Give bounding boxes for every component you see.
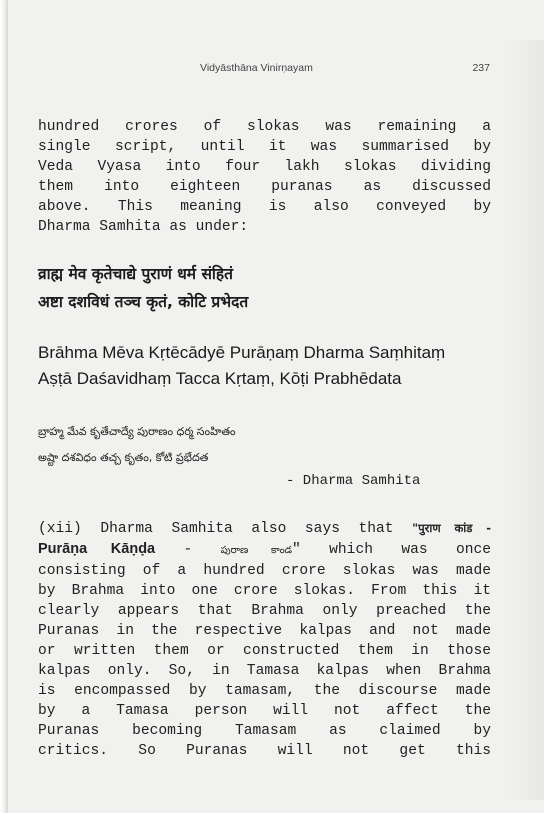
paragraph-line: them into eighteen puranas as discussed xyxy=(38,179,491,195)
paragraph-2 xyxy=(38,518,491,761)
line-text: " which was once xyxy=(292,542,491,558)
paragraph-line: Puranas in the respective kalpas and not made xyxy=(38,623,491,639)
bold-term: Purāṇa Kāṇḍa xyxy=(38,541,156,557)
telugu-verse-line-1: బ్రాహ్మ మేవ కృతేచాద్యే పురాణం ధర్మ సంహితం xyxy=(38,425,236,438)
transliteration-line-1: Brāhma Mēva Kṛtēcādyē Purāṇaṃ Dharma Saṃhitaṃ xyxy=(38,343,446,362)
paragraph-line: kalpas only. So, in Tamasa kalpas when Brahma xyxy=(38,663,491,679)
paragraph-line: Puranas becoming Tamasam as claimed by xyxy=(38,723,491,739)
devanagari-term: "पुराण कांड - xyxy=(412,521,492,535)
paragraph-line: is encompassed by tamasam, the discourse made xyxy=(38,683,491,699)
paragraph-line: single script, until it was summarised by xyxy=(38,139,491,155)
separator: - xyxy=(155,542,221,558)
line-text: (xii) Dharma Samhita also says that xyxy=(38,521,413,537)
page-header xyxy=(38,62,490,78)
paragraph-line: above. This meaning is also conveyed by xyxy=(38,199,491,215)
paragraph-line: or written them or constructed them in those xyxy=(38,643,491,659)
paragraph-line: Veda Vyasa into four lakh slokas dividing xyxy=(38,159,491,175)
sanskrit-verse-line-1: व्राह्म मेव कृतेचाद्ये पुराणं धर्म संहितं xyxy=(38,265,234,283)
page-edge xyxy=(0,0,8,813)
running-title: Vidyāsthāna Vinirṇayam xyxy=(200,62,313,74)
paragraph-line: critics. So Puranas will not get this xyxy=(38,743,491,759)
page-number: 237 xyxy=(472,62,490,74)
sanskrit-verse-line-2: अष्टा दशविधं तञ्च कृतं, कोटि प्रभेदत xyxy=(38,293,249,311)
verse-attribution: - Dharma Samhita xyxy=(286,473,421,489)
paragraph-line xyxy=(38,539,491,561)
telugu-term: పురాణ కాండ xyxy=(220,545,293,556)
telugu-verse-line-2: అష్టా దశవిధం తచ్చ కృతం, కోటి ప్రభేదత xyxy=(38,451,209,464)
paragraph-line: by a Tamasa person will not affect the xyxy=(38,703,491,719)
paragraph-1 xyxy=(38,117,491,237)
page-shadow xyxy=(504,40,544,800)
paragraph-line: consisting of a hundred crore slokas was made xyxy=(38,563,491,579)
paragraph-line: Dharma Samhita as under: xyxy=(38,219,249,235)
paragraph-line: by Brahma into one crore slokas. From this it xyxy=(38,583,491,599)
paragraph-line xyxy=(38,518,491,539)
paragraph-line: hundred crores of slokas was remaining a xyxy=(38,119,491,135)
paragraph-line: clearly appears that Brahma only preached the xyxy=(38,603,491,619)
transliteration-line-2: Aṣṭā Daśavidhaṃ Tacca Kṛtaṃ, Kōṭi Prabhēdata xyxy=(38,369,402,388)
